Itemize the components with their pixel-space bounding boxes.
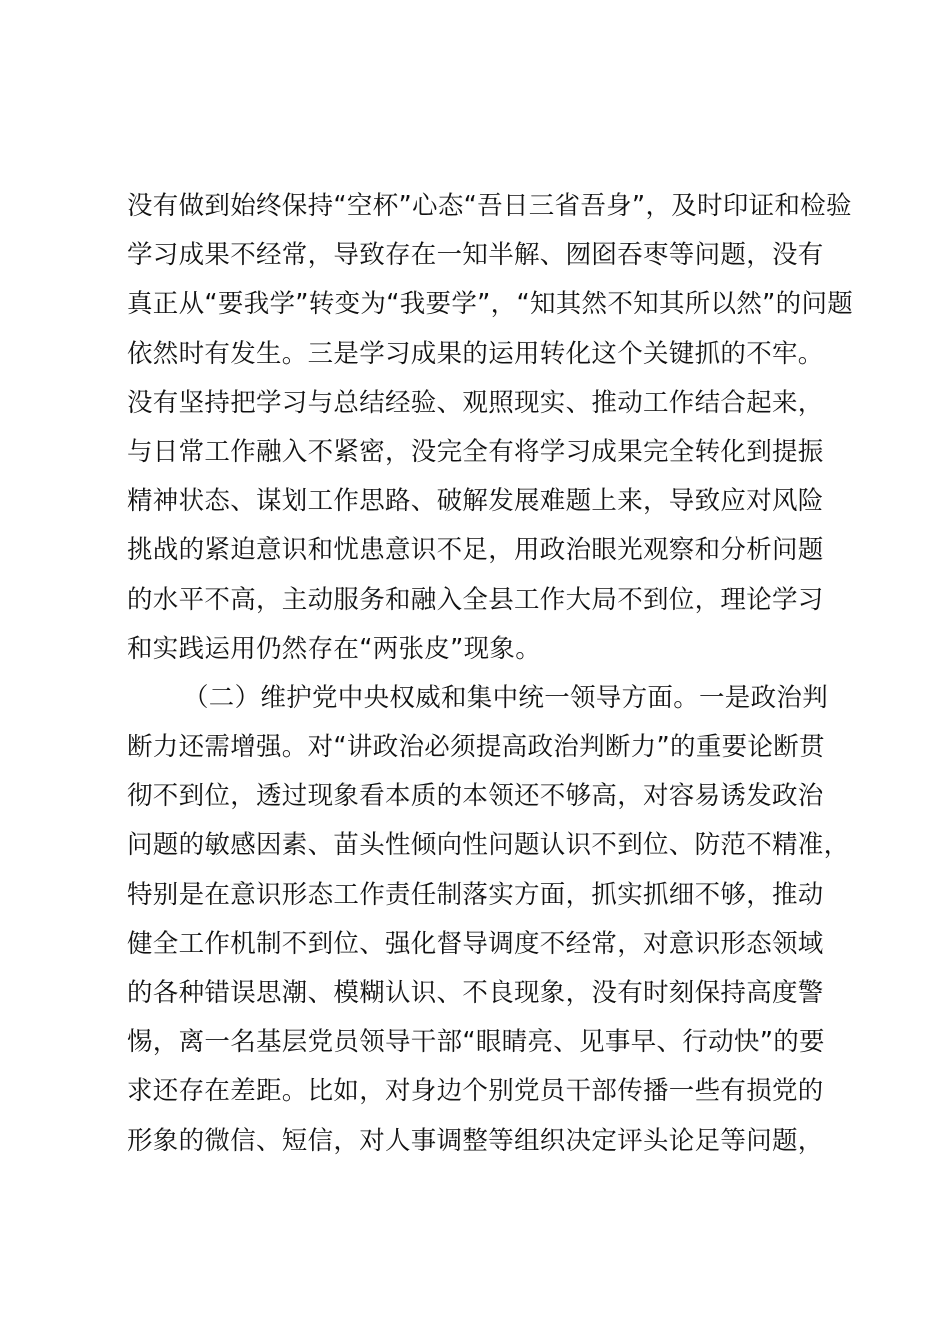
text-line: 的各种错误思潮、模糊认识、不良现象，没有时刻保持高度警 — [127, 978, 824, 1008]
text-line: 特别是在意识形态工作责任制落实方面，抓实抓细不够，推动 — [127, 879, 824, 910]
text-line: 彻不到位，透过现象看本质的本领还不够高，对容易诱发政治 — [127, 781, 824, 812]
text-line: 学习成果不经常，导致存在一知半解、囫囵吞枣等问题，没有 — [127, 240, 824, 271]
text-line: 精神状态、谋划工作思路、破解发展难题上来，导致应对风险 — [127, 486, 824, 517]
text-line: 形象的微信、短信，对人事调整等组织决定评头论足等问题， — [127, 1125, 824, 1156]
text-line: 和实践运用仍然存在“两张皮”现象。 — [127, 633, 542, 664]
text-line: 惕，离一名基层党员领导干部“眼睛亮、见事早、行动快”的要 — [127, 1027, 825, 1058]
text-line: 断力还需增强。对“讲政治必须提高政治判断力”的重要论断贯 — [127, 732, 825, 763]
section-heading-line: （二）维护党中央权威和集中统一领导方面。一是政治判 — [183, 682, 829, 713]
text-line: 依然时有发生。三是学习成果的运用转化这个关键抓的不牢。 — [127, 338, 824, 369]
text-line: 问题的敏感因素、苗头性倾向性问题认识不到位、防范不精准， — [127, 830, 850, 861]
body-text — [127, 182, 867, 1166]
text-line: 挑战的紧迫意识和忧患意识不足，用政治眼光观察和分析问题 — [127, 535, 824, 566]
text-line: 没有坚持把学习与总结经验、观照现实、推动工作结合起来， — [127, 387, 824, 418]
text-line: 求还存在差距。比如，对身边个别党员干部传播一些有损党的 — [127, 1076, 824, 1107]
text-line: 与日常工作融入不紧密，没完全有将学习成果完全转化到提振 — [127, 436, 824, 467]
text-line: 真正从“要我学”转变为“我要学”，“知其然不知其所以然”的问题 — [127, 289, 854, 320]
text-line: 健全工作机制不到位、强化督导调度不经常，对意识形态领域 — [127, 928, 824, 959]
text-line: 的水平不高，主动服务和融入全县工作大局不到位，理论学习 — [127, 584, 824, 615]
text-line: 没有做到始终保持“空杯”心态“吾日三省吾身”，及时印证和检验 — [127, 191, 852, 221]
